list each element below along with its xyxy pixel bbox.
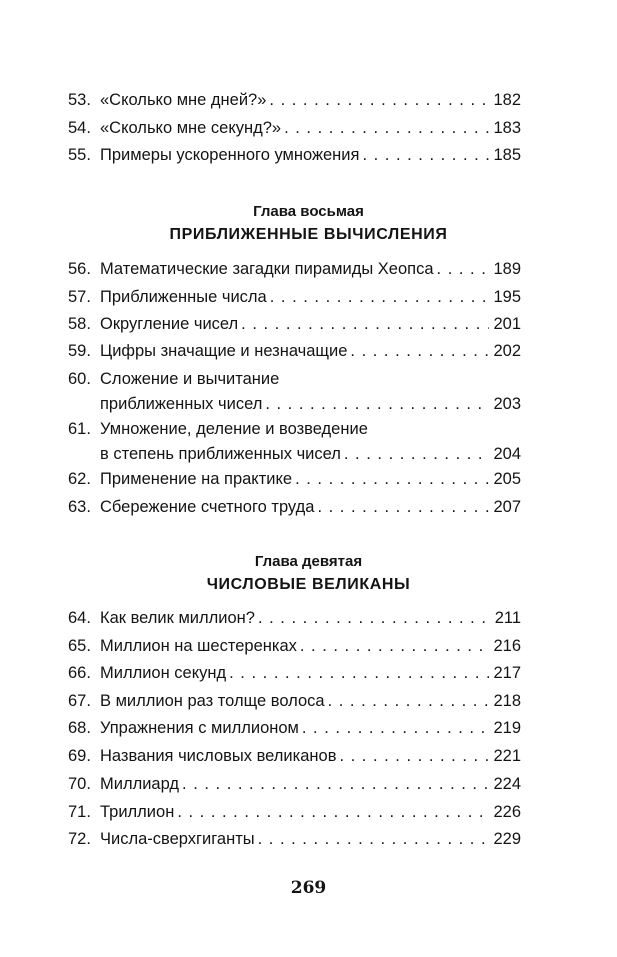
- entry-number: 65.: [68, 637, 91, 655]
- entry-title: Миллиард: [100, 775, 180, 793]
- entry-number: 72.: [68, 830, 91, 848]
- entry-title: Сложение и вычитание: [100, 370, 280, 388]
- toc-entry-55: [68, 143, 521, 168]
- entry-title: Как велик миллион?: [100, 609, 255, 627]
- entry-page: 219: [493, 719, 521, 737]
- entry-number: 57.: [68, 288, 91, 306]
- entry-number: 67.: [68, 692, 91, 710]
- entry-title: Математические загадки пирамиды Хеопса: [100, 260, 434, 278]
- entry-page: 183: [493, 119, 521, 137]
- toc-entry-69: [68, 744, 521, 769]
- entry-page: 182: [493, 91, 521, 109]
- entry-number: 61.: [68, 420, 91, 438]
- entry-number: 53.: [68, 91, 91, 109]
- entry-title: Приближенные числа: [100, 288, 267, 306]
- entry-page: 226: [493, 803, 521, 821]
- entry-title: Упражнения с миллионом: [100, 719, 299, 737]
- entry-page: 189: [493, 260, 521, 278]
- dot-leader: [437, 257, 490, 282]
- dot-leader: [284, 116, 489, 141]
- toc-entry-63: [68, 495, 521, 520]
- toc-entry-71: [68, 800, 521, 825]
- entry-page: 201: [493, 315, 521, 333]
- entry-title: Применение на практике: [100, 470, 293, 488]
- entry-page: 203: [493, 395, 521, 413]
- page-number: 269: [290, 878, 327, 898]
- toc-entry-56: [68, 257, 521, 282]
- entry-number: 54.: [68, 119, 91, 137]
- toc-entry-59: [68, 339, 521, 364]
- toc-entry-70: [68, 772, 521, 797]
- entry-title: «Сколько мне секунд?»: [100, 119, 282, 137]
- entry-title: Умножение, деление и возведение: [100, 420, 368, 438]
- entry-number: 68.: [68, 719, 91, 737]
- dot-leader: [241, 312, 489, 337]
- toc-entry-54: [68, 116, 521, 141]
- entry-page: 221: [493, 747, 521, 765]
- toc-entry-64: [68, 606, 521, 631]
- entry-number: 60.: [68, 370, 91, 388]
- entry-page: 224: [493, 775, 521, 793]
- entry-number: 66.: [68, 664, 91, 682]
- dot-leader: [317, 495, 489, 520]
- toc-entry-57: [68, 285, 521, 310]
- dot-leader: [295, 467, 489, 492]
- chapter-label: Глава девятая: [254, 553, 363, 570]
- chapter-label: Глава восьмая: [253, 203, 364, 220]
- toc-entry-68: [68, 716, 521, 741]
- toc-entry-62: [68, 467, 521, 492]
- toc-entry-60: [68, 367, 521, 417]
- entry-title: Миллион секунд: [100, 664, 227, 682]
- dot-leader: [229, 661, 489, 686]
- dot-leader: [269, 88, 489, 113]
- entry-title: Цифры значащие и незначащие: [100, 342, 348, 360]
- dot-leader: [177, 800, 489, 825]
- entry-number: 58.: [68, 315, 91, 333]
- entry-page: 185: [493, 146, 521, 164]
- entry-title: Округление чисел: [100, 315, 239, 333]
- dot-leader: [270, 285, 490, 310]
- entry-page: 205: [493, 470, 521, 488]
- chapter-title: ЧИСЛОВЫЕ ВЕЛИКАНЫ: [206, 576, 411, 593]
- dot-leader: [328, 689, 490, 714]
- dot-leader: [182, 772, 489, 797]
- entry-number: 56.: [68, 260, 91, 278]
- toc-entry-53: [68, 88, 521, 113]
- entry-title: Числа-сверхгиганты: [100, 830, 255, 848]
- entry-title: Триллион: [100, 803, 175, 821]
- toc-entry-58: [68, 312, 521, 337]
- entry-title: Сбережение счетного труда: [100, 498, 315, 516]
- entry-title: Названия числовых великанов: [100, 747, 337, 765]
- dot-leader: [258, 827, 490, 852]
- entry-number: 62.: [68, 470, 91, 488]
- entry-page: 217: [493, 664, 521, 682]
- toc-entry-65: [68, 634, 521, 659]
- entry-number: 55.: [68, 146, 91, 164]
- entry-title-continued: в степень приближенных чисел: [100, 445, 341, 463]
- dot-leader: [258, 606, 491, 631]
- entry-page: 195: [493, 288, 521, 306]
- entry-number: 64.: [68, 609, 91, 627]
- dot-leader: [344, 442, 490, 467]
- entry-number: 70.: [68, 775, 91, 793]
- dot-leader: [300, 634, 490, 659]
- entry-page: 204: [493, 445, 521, 463]
- toc-entry-67: [68, 689, 521, 714]
- entry-page: 229: [493, 830, 521, 848]
- entry-title: Миллион на шестеренках: [100, 637, 297, 655]
- entry-title: В миллион раз толще волоса: [100, 692, 325, 710]
- entry-title-continued: приближенных чисел: [100, 395, 263, 413]
- dot-leader: [265, 392, 489, 417]
- toc-entry-61: [68, 417, 521, 467]
- dot-leader: [362, 143, 489, 168]
- entry-page: 207: [493, 498, 521, 516]
- entry-number: 59.: [68, 342, 91, 360]
- entry-page: 216: [493, 637, 521, 655]
- entry-page: 218: [493, 692, 521, 710]
- entry-page: 211: [494, 609, 521, 627]
- entry-number: 63.: [68, 498, 91, 516]
- entry-number: 71.: [68, 803, 91, 821]
- entry-title: Примеры ускоренного умножения: [100, 146, 360, 164]
- dot-leader: [350, 339, 489, 364]
- entry-page: 202: [493, 342, 521, 360]
- dot-leader: [302, 716, 490, 741]
- toc-entry-66: [68, 661, 521, 686]
- chapter-title: ПРИБЛИЖЕННЫЕ ВЫЧИСЛЕНИЯ: [169, 226, 448, 243]
- toc-entry-72: [68, 827, 521, 852]
- entry-number: 69.: [68, 747, 91, 765]
- entry-title: «Сколько мне дней?»: [100, 91, 267, 109]
- dot-leader: [339, 744, 489, 769]
